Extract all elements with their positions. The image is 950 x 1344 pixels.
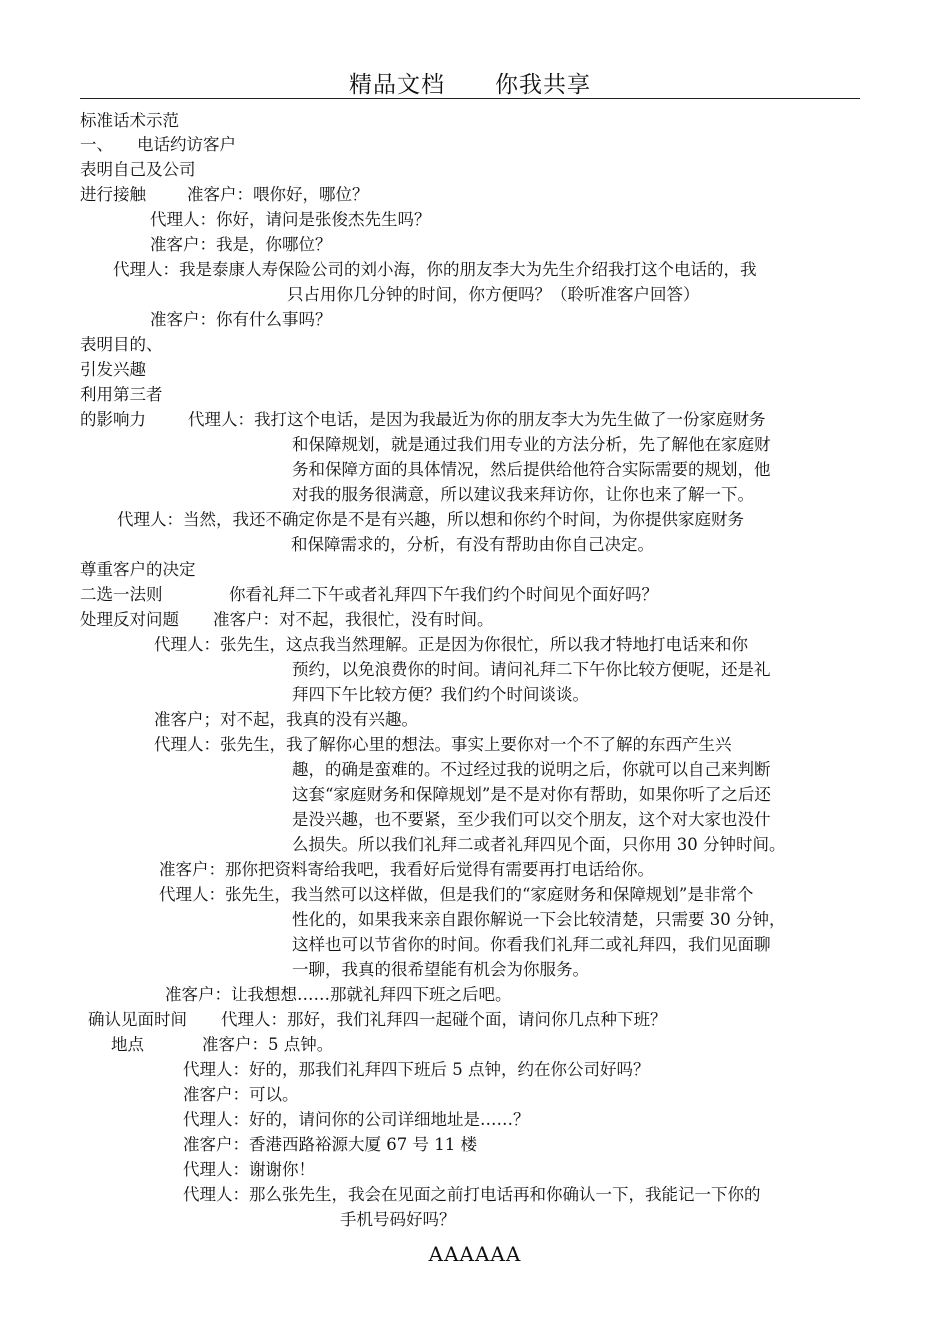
dialogue-line: 代理人：好的，请问你的公司详细地址是……？ — [183, 1110, 530, 1129]
label-contact: 进行接触 — [80, 185, 146, 204]
label-confirm-time: 确认见面时间 — [88, 1010, 187, 1029]
page-header — [80, 66, 860, 98]
dialogue-line: 代理人：张先生，我了解你心里的想法。事实上要你对一个不了解的东西产生兴 — [154, 735, 732, 754]
label-purpose: 表明目的、 — [80, 335, 163, 354]
label-respect: 尊重客户的决定 — [80, 560, 196, 579]
dialogue-line-cont: 预约，以免浪费你的时间。请问礼拜二下午你比较方便呢，还是礼 — [292, 660, 771, 679]
dialogue-line: 准客户：对不起，我很忙，没有时间。 — [213, 610, 494, 629]
dialogue-line: 准客户：5 点钟。 — [202, 1035, 334, 1054]
dialogue-line-cont: 务和保障方面的具体情况，然后提供给他符合实际需要的规划，他 — [292, 460, 771, 479]
dialogue-line: 代理人：那么张先生，我会在见面之前打电话再和你确认一下，我能记一下你的 — [183, 1185, 761, 1204]
dialogue-line: 代理人：我是泰康人寿保险公司的刘小海，你的朋友李大为先生介绍我打这个电话的，我 — [113, 260, 757, 279]
header-left-text: 精品文档 — [349, 72, 445, 98]
dialogue-line-cont: 是没兴趣，也不要紧，至少我们可以交个朋友，这个对大家也没什 — [292, 810, 771, 829]
doc-title: 标准话术示范 — [80, 111, 179, 130]
dialogue-line: 准客户：那你把资料寄给我吧，我看好后觉得有需要再打电话给你。 — [159, 860, 654, 879]
dialogue-line-cont: 这套“家庭财务和保障规划”是不是对你有帮助，如果你听了之后还 — [292, 785, 771, 804]
dialogue-line: 你看礼拜二下午或者礼拜四下午我们约个时间见个面好吗？ — [229, 585, 658, 604]
dialogue-line-cont: 手机号码好吗？ — [340, 1210, 456, 1229]
dialogue-line: 准客户：我是，你哪位？ — [150, 235, 332, 254]
dialogue-line: 代理人：谢谢你！ — [183, 1160, 315, 1179]
dialogue-line: 准客户：你有什么事吗？ — [150, 310, 332, 329]
dialogue-line: 代理人：好的，那我们礼拜四下班后 5 点钟，约在你公司好吗？ — [183, 1060, 650, 1079]
dialogue-line-cont: 性化的，如果我来亲自跟你解说一下会比较清楚，只需要 30 分钟， — [292, 910, 786, 929]
dialogue-line: 准客户：可以。 — [183, 1085, 299, 1104]
section-title: 电话约访客户 — [137, 135, 236, 154]
dialogue-line: 准客户；对不起，我真的没有兴趣。 — [154, 710, 418, 729]
dialogue-line-cont: 拜四下午比较方便？我们约个时间谈谈。 — [292, 685, 589, 704]
header-right-text: 你我共享 — [495, 72, 591, 98]
label-choice: 二选一法则 — [80, 585, 163, 604]
dialogue-line: 代理人：我打这个电话，是因为我最近为你的朋友李大为先生做了一份家庭财务 — [188, 410, 766, 429]
dialogue-line: 代理人：你好，请问是张俊杰先生吗？ — [150, 210, 431, 229]
dialogue-line-cont: 和保障需求的，分析，有没有帮助由你自己决定。 — [291, 535, 654, 554]
dialogue-line-cont: 对我的服务很满意，所以建议我来拜访你，让你也来了解一下。 — [292, 485, 754, 504]
dialogue-line: 代理人：张先生，我当然可以这样做，但是我们的“家庭财务和保障规划”是非常个 — [159, 885, 754, 904]
dialogue-line: 准客户：香港西路裕源大厦 67 号 11 楼 — [183, 1135, 477, 1154]
label-influence: 的影响力 — [80, 410, 146, 429]
section-number: 一、 — [80, 135, 113, 154]
label-objection: 处理反对问题 — [80, 610, 179, 629]
dialogue-line-cont: 么损失。所以我们礼拜二或者礼拜四见个面，只你用 30 分钟时间。 — [292, 835, 786, 854]
header-rule — [80, 98, 860, 99]
dialogue-line-cont: 这样也可以节省你的时间。你看我们礼拜二或礼拜四，我们见面聊 — [292, 935, 771, 954]
dialogue-line: 代理人：当然，我还不确定你是不是有兴趣，所以想和你约个时间，为你提供家庭财务 — [117, 510, 744, 529]
label-interest: 引发兴趣 — [80, 360, 146, 379]
dialogue-line: 准客户：让我想想……那就礼拜四下班之后吧。 — [165, 985, 512, 1004]
dialogue-line: 代理人：那好，我们礼拜四一起碰个面，请问你几点种下班？ — [221, 1010, 667, 1029]
label-third-party: 利用第三者 — [80, 385, 163, 404]
page-footer: AAAAAA — [428, 1242, 522, 1266]
dialogue-line-cont: 和保障规划，就是通过我们用专业的方法分析，先了解他在家庭财 — [292, 435, 771, 454]
dialogue-line: 准客户：喂你好，哪位？ — [187, 185, 369, 204]
dialogue-line: 代理人：张先生，这点我当然理解。正是因为你很忙，所以我才特地打电话来和你 — [154, 635, 748, 654]
label-intro: 表明自己及公司 — [80, 160, 196, 179]
dialogue-line-cont: 趣，的确是蛮难的。不过经过我的说明之后，你就可以自己来判断 — [292, 760, 771, 779]
dialogue-line-cont: 一聊，我真的很希望能有机会为你服务。 — [292, 960, 589, 979]
dialogue-line-cont: 只占用你几分钟的时间，你方便吗？（聆听准客户回答） — [287, 285, 700, 304]
label-place: 地点 — [111, 1035, 144, 1054]
